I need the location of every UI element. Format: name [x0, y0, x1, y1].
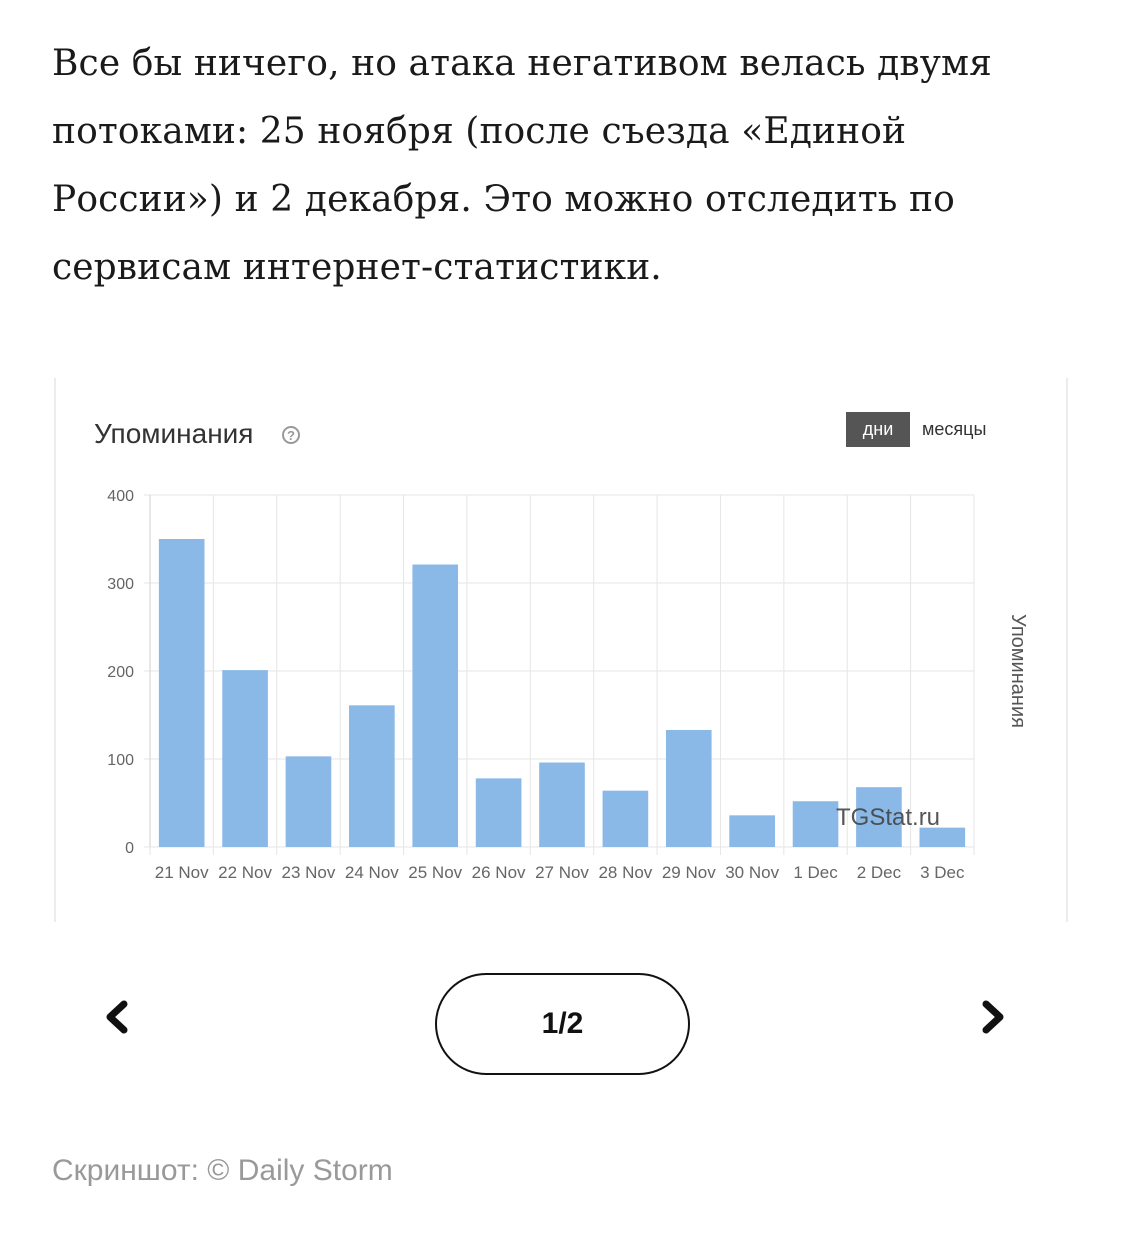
y-tick-label: 400	[107, 488, 134, 505]
x-tick-label: 1 Dec	[793, 863, 838, 882]
x-tick-label: 28 Nov	[598, 863, 653, 882]
mentions-bar-chart	[56, 378, 1066, 918]
x-tick-label: 26 Nov	[471, 863, 526, 882]
x-tick-label: 27 Nov	[535, 863, 589, 882]
prev-slide-button[interactable]	[94, 992, 144, 1042]
x-tick-label: 30 Nov	[725, 863, 780, 882]
watermark-text: TGStat.ru	[836, 804, 941, 831]
next-slide-button[interactable]	[966, 992, 1016, 1042]
bar	[729, 815, 775, 847]
y-axis-label: Упоминания	[1007, 614, 1029, 728]
bar	[222, 670, 268, 847]
bar	[539, 763, 585, 847]
y-tick-label: 100	[107, 752, 134, 769]
x-tick-label: 2 Dec	[856, 863, 902, 882]
bar	[159, 539, 205, 847]
question-circle-icon[interactable]: ?	[282, 426, 300, 444]
x-tick-label: 23 Nov	[281, 863, 336, 882]
y-tick-label: 0	[125, 840, 134, 857]
bar	[793, 801, 839, 847]
bar	[476, 778, 522, 847]
chevron-left-icon	[94, 992, 144, 1042]
image-caption: Скриншот: © Daily Storm	[52, 1154, 393, 1187]
bar	[412, 565, 458, 847]
x-tick-label: 25 Nov	[408, 863, 463, 882]
bar	[603, 791, 649, 847]
y-tick-label: 300	[107, 576, 134, 593]
article-paragraph: Все бы ничего, но атака негативом велась двумя потоками: 25 ноября (после съезда «Единой России») и 2 декабря. Это можно отследить по сервисам интернет-статистики.	[52, 43, 992, 288]
bar	[349, 705, 395, 847]
bar	[666, 730, 712, 847]
chart-widget	[54, 378, 1068, 922]
chart-title: Упоминания	[94, 418, 254, 449]
x-tick-label: 29 Nov	[661, 863, 716, 882]
y-tick-label: 200	[107, 664, 134, 681]
x-tick-label: 22 Nov	[218, 863, 273, 882]
x-tick-label: 21 Nov	[154, 863, 209, 882]
toggle-months-button[interactable]: месяцы	[922, 419, 987, 439]
toggle-days-button[interactable]: дни	[846, 412, 910, 447]
slide-counter-button[interactable]: 1/2	[435, 973, 690, 1075]
x-tick-label: 3 Dec	[920, 863, 965, 882]
x-tick-label: 24 Nov	[344, 863, 399, 882]
chevron-right-icon	[966, 992, 1016, 1042]
bar	[286, 756, 332, 847]
